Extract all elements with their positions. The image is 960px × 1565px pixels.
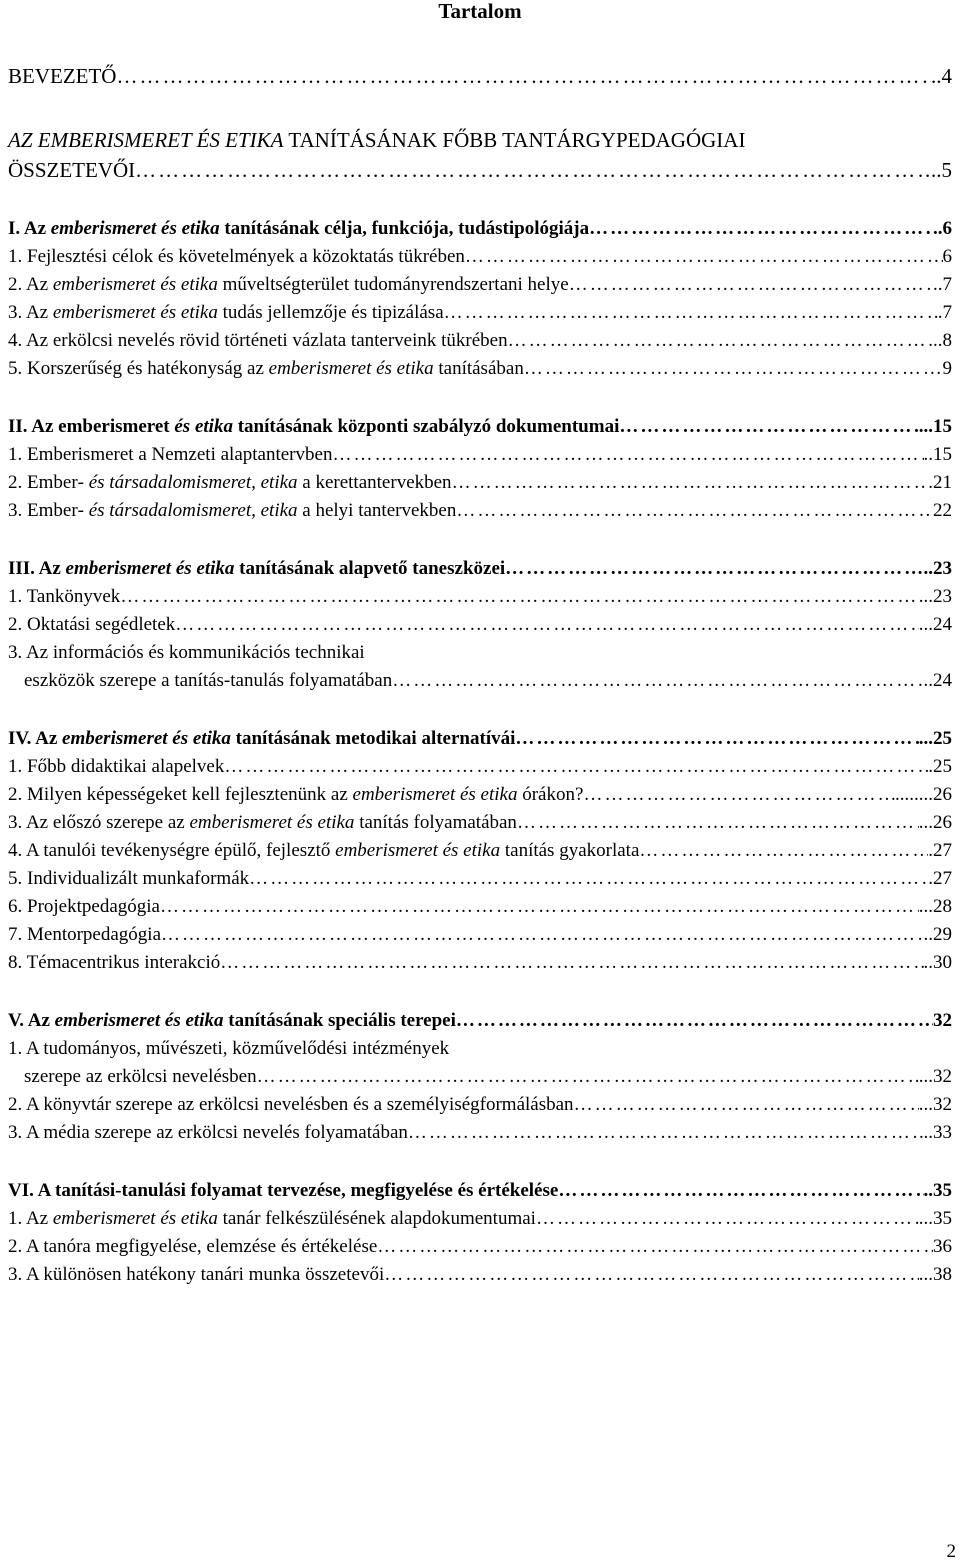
- toc-entry-title: [8, 128, 745, 153]
- dot-leader: [224, 756, 928, 778]
- toc-page-ref: ...35: [918, 1208, 952, 1229]
- toc-title-part: 4. A tanulói tevékenységre épülő, fejlesztő: [8, 840, 336, 861]
- dot-leader: [332, 444, 923, 466]
- toc-title-part: a helyi tantervekben: [297, 500, 457, 521]
- toc-entry: [8, 812, 952, 834]
- toc-page-ref: ...25: [918, 728, 952, 749]
- toc-entry: [8, 642, 952, 664]
- toc-title-part: IV. Az: [8, 728, 63, 749]
- toc-title-part: 5. Korszerűség és hatékonyság az: [8, 358, 269, 379]
- toc-entry: [8, 896, 952, 918]
- dot-leader: [384, 1264, 919, 1286]
- toc-entry-title: [8, 218, 589, 240]
- toc-entry-title: [8, 472, 452, 494]
- dot-leader: [456, 500, 933, 522]
- toc-entry-title: [8, 1236, 377, 1258]
- dot-leader: [249, 868, 933, 890]
- toc-title-part: 1. Fejlesztési célok és követelmények a közoktatás tükrében: [8, 246, 465, 267]
- toc-entry: [8, 358, 952, 380]
- dot-leader: [639, 840, 928, 862]
- toc-entry-title: [8, 952, 220, 974]
- toc-entry-title: [8, 246, 465, 268]
- toc-entry: [8, 1094, 952, 1116]
- toc-title-part: BEVEZETŐ: [8, 64, 117, 88]
- toc-page-ref: 32: [933, 1010, 952, 1031]
- toc-title-part: tanításának célja, funkciója, tudástipológiája: [219, 218, 590, 239]
- toc-title-part: 2. A tanóra megfigyelése, elemzése és értékelése: [8, 1236, 378, 1257]
- toc-title-part: emberismeret és etika: [352, 784, 518, 805]
- toc-title-part: órákon?: [517, 784, 584, 805]
- toc-title-part: 1. Emberismeret a Nemzeti alaptantervben: [8, 444, 333, 465]
- toc-title-part: 1. Főbb didaktikai alapelvek: [8, 756, 225, 777]
- toc-entry: [8, 586, 952, 608]
- toc-entry: [8, 64, 952, 89]
- toc-title-part: emberismeret és etika: [268, 358, 434, 379]
- toc-title-part: V. Az: [8, 1010, 55, 1031]
- toc-section-heading: [8, 558, 952, 580]
- dot-leader: [508, 330, 929, 352]
- toc-page-ref: ...24: [918, 614, 952, 635]
- dot-leader: [569, 274, 933, 296]
- toc-page-ref: ..23: [923, 558, 952, 579]
- toc-entry-title: [8, 1066, 257, 1088]
- toc-title-part: III. Az: [8, 558, 66, 579]
- toc-title-part: tudás jellemzője és tipizálása: [217, 302, 444, 323]
- toc-entry: [8, 614, 952, 636]
- dot-leader: [536, 1208, 919, 1230]
- dot-leader: [160, 896, 919, 918]
- toc-title-part: emberismeret és etika: [50, 218, 220, 239]
- toc-title-part: és etika: [174, 416, 233, 437]
- toc-page-ref: ...32: [918, 1066, 952, 1087]
- toc-page-ref: ...26: [918, 812, 952, 833]
- toc-entry: [8, 472, 952, 494]
- toc-entry-title: [8, 896, 160, 918]
- toc-entry-title: [8, 840, 639, 862]
- toc-title-part: 3. Az információs és kommunikációs technikai: [8, 642, 365, 663]
- dot-leader: [574, 1094, 919, 1116]
- dot-leader: [589, 218, 933, 240]
- toc-title-part: II. Az emberismeret: [8, 416, 175, 437]
- toc-title-part: emberismeret és etika: [52, 302, 218, 323]
- toc-title-part: 2. Az: [8, 274, 53, 295]
- toc-page-ref: ...32: [918, 1094, 952, 1115]
- toc-title-part: tanításának központi szabályzó dokumentumai: [232, 416, 620, 437]
- toc-entry-title: [8, 330, 508, 352]
- toc-entry-title: [8, 728, 515, 750]
- toc-title-part: tanár felkészülésének alapdokumentumai: [217, 1208, 536, 1229]
- toc-page-ref: .21: [928, 472, 952, 493]
- toc-title-part: a kerettantervekben: [297, 472, 452, 493]
- toc-title-part: 3. A média szerepe az erkölcsi nevelés folyamatában: [8, 1122, 408, 1143]
- toc-title-part: 2. A könyvtár szerepe az erkölcsi nevelésben és a személyiségformálásban: [8, 1094, 574, 1115]
- toc-entry-title: [8, 586, 120, 608]
- dot-leader: [505, 558, 923, 580]
- toc-entry: [8, 246, 952, 268]
- toc-page-ref: ..33: [923, 1122, 952, 1143]
- dot-leader: [517, 812, 919, 834]
- toc-entry-title: [8, 558, 505, 580]
- toc-page-ref: 27: [933, 868, 952, 889]
- toc-entry: [8, 1066, 952, 1088]
- toc-title-part: 5. Individualizált munkaformák: [8, 868, 250, 889]
- toc-title-part: tanításának metodikai alternatívái: [230, 728, 516, 749]
- dot-leader: [444, 302, 938, 324]
- toc-page-ref: ...23: [918, 586, 952, 607]
- toc-entry-title: [8, 358, 524, 380]
- toc-title-part: 4. Az erkölcsi nevelés rövid történeti vázlata tanterveink tükrében: [8, 330, 508, 351]
- toc-page-ref: 9: [942, 358, 952, 379]
- toc-title-part: emberismeret és etika: [189, 812, 355, 833]
- toc-page-ref: .7: [937, 302, 952, 323]
- dot-leader: [515, 728, 918, 750]
- toc-title-part: emberismeret és etika: [52, 274, 218, 295]
- toc-title-part: AZ EMBERISMERET ÉS ETIKA: [8, 128, 284, 152]
- dot-leader: [175, 614, 918, 636]
- toc-entry-title: [8, 416, 619, 438]
- toc-page-ref: 36: [933, 1236, 952, 1257]
- toc-title-part: tanításában: [433, 358, 524, 379]
- toc-title-part: TANÍTÁSÁNAK FŐBB TANTÁRGYPEDAGÓGIAI: [283, 128, 746, 152]
- toc-entry-title: [8, 1122, 408, 1144]
- toc-title-part: 2. Oktatási segédletek: [8, 614, 176, 635]
- toc-page-ref: ...15: [918, 416, 952, 437]
- toc-entry: [8, 924, 952, 946]
- toc-entry: [8, 784, 952, 806]
- dot-leader: [619, 416, 918, 438]
- toc-entry: [8, 158, 952, 183]
- toc-page-ref: ..6: [933, 218, 952, 239]
- toc-page-ref: ..15: [923, 444, 952, 465]
- dot-leader: [161, 924, 923, 946]
- toc-title-part: emberismeret és etika: [335, 840, 501, 861]
- toc-title-part: 7. Mentorpedagógia: [8, 924, 162, 945]
- dot-leader: [452, 472, 929, 494]
- page-number: 2: [946, 1541, 956, 1562]
- toc-title-part: emberismeret és etika: [62, 728, 231, 749]
- toc-page-ref: 22: [933, 500, 952, 521]
- toc-entry-title: [8, 1094, 574, 1116]
- toc-page-ref: ...38: [918, 1264, 952, 1285]
- toc-section-heading: [8, 1010, 952, 1032]
- dot-leader: [392, 670, 923, 692]
- toc-title-part: 3. A különösen hatékony tanári munka összetevői: [8, 1264, 385, 1285]
- toc-entry: [8, 1236, 952, 1258]
- toc-entry: [8, 500, 952, 522]
- toc-title-part: tanítás gyakorlata: [500, 840, 640, 861]
- toc-entry-title: [8, 756, 224, 778]
- toc-title-part: VI. A tanítási-tanulási folyamat tervezése, megfigyelése és értékelése: [8, 1180, 559, 1201]
- toc-title-part: 2. Milyen képességeket kell fejlesztenünk az: [8, 784, 353, 805]
- toc-page-ref: .25: [928, 756, 952, 777]
- toc-entry-title: [8, 784, 583, 806]
- toc-page-ref: ..30: [923, 952, 952, 973]
- toc-title-part: műveltségterület tudományrendszertani helye: [217, 274, 569, 295]
- toc-title-part: tanítás folyamatában: [354, 812, 517, 833]
- toc-title-part: - és társadalomismeret, etika: [77, 472, 298, 493]
- toc-entry-title: [8, 1038, 449, 1060]
- toc-entry: [8, 330, 952, 352]
- toc-entry-title: [8, 500, 456, 522]
- toc-entry-title: [8, 812, 517, 834]
- toc-title-part: 6. Projektpedagógia: [8, 896, 160, 917]
- dot-leader: [583, 784, 895, 806]
- dot-leader: [408, 1122, 924, 1144]
- toc-entry-title: [8, 670, 392, 692]
- toc-title-part: emberismeret és etika: [65, 558, 235, 579]
- toc-entry-title: [8, 868, 249, 890]
- toc-entry: [8, 1264, 952, 1286]
- dot-leader: [120, 586, 918, 608]
- toc-title-part: 2. Ember: [8, 472, 78, 493]
- toc-entry: [8, 840, 952, 862]
- dot-leader: [558, 1180, 923, 1202]
- toc-section-heading: [8, 728, 952, 750]
- toc-title-part: 3. Ember: [8, 500, 78, 521]
- toc-title-part: 1. A tudományos, művészeti, közművelődési intézmények: [8, 1038, 450, 1059]
- dot-leader: [220, 952, 923, 974]
- toc-page-ref: ..24: [923, 670, 952, 691]
- toc-entry: [8, 302, 952, 324]
- toc-entry: [8, 274, 952, 296]
- toc-title-part: szerepe az erkölcsi nevelésben: [24, 1066, 257, 1087]
- toc-entry: [8, 952, 952, 974]
- toc-entry: [8, 1208, 952, 1230]
- toc-entry-title: [8, 1208, 536, 1230]
- toc-section-heading: [8, 218, 952, 240]
- toc-entry-title: [8, 1264, 384, 1286]
- dot-leader: [524, 358, 943, 380]
- toc-title-part: tanításának alapvető taneszközei: [234, 558, 506, 579]
- toc-title-part: ÖSSZETEVŐI: [8, 158, 136, 182]
- page-title: Tartalom: [438, 0, 522, 23]
- toc-entry-title: [8, 158, 135, 183]
- toc-page-ref: ..35: [923, 1180, 952, 1201]
- toc-title-part: I. Az: [8, 218, 51, 239]
- toc-title-part: 3. Az: [8, 302, 53, 323]
- toc-page-ref: ........26: [895, 784, 952, 805]
- toc-entry-title: [8, 924, 161, 946]
- toc-title-part: emberismeret és etika: [54, 1010, 224, 1031]
- toc-entry-title: [8, 642, 365, 664]
- dot-leader: [377, 1236, 933, 1258]
- toc-title-part: 1. Az: [8, 1208, 53, 1229]
- dot-leader: [116, 64, 931, 89]
- toc-entry: [8, 756, 952, 778]
- toc-section-heading: [8, 416, 952, 438]
- toc-entry-title: [8, 274, 569, 296]
- toc-title-part: 8. Témacentrikus interakció: [8, 952, 221, 973]
- toc-entry: [8, 444, 952, 466]
- toc-page-ref: ..4: [931, 64, 952, 88]
- toc-title-part: eszközök szerepe a tanítás-tanulás folyamatában: [24, 670, 393, 691]
- toc-entry-title: [8, 1010, 456, 1032]
- toc-entry: [8, 670, 952, 692]
- dot-leader: [465, 246, 943, 268]
- toc-entry-title: [8, 302, 444, 324]
- toc-entry: [8, 128, 952, 153]
- toc-entry: [8, 868, 952, 890]
- toc-page-ref: .27: [928, 840, 952, 861]
- toc-section-heading: [8, 1180, 952, 1202]
- toc-entry: [8, 1038, 952, 1060]
- toc-title-part: - és társadalomismeret, etika: [77, 500, 298, 521]
- dot-leader: [135, 158, 931, 183]
- toc-page-ref: ...8: [928, 330, 952, 351]
- toc-title-part: emberismeret és etika: [52, 1208, 218, 1229]
- toc-page-ref: ..29: [923, 924, 952, 945]
- toc-entry-title: [8, 614, 175, 636]
- toc-page-ref: ..5: [931, 158, 952, 182]
- toc-entry-title: [8, 444, 332, 466]
- toc-page-ref: 6: [942, 246, 952, 267]
- dot-leader: [257, 1066, 919, 1088]
- toc-page-ref: ..7: [933, 274, 952, 295]
- toc-page-ref: ...28: [918, 896, 952, 917]
- toc-title-part: tanításának speciális terepei: [223, 1010, 456, 1031]
- toc-title-part: 1. Tankönyvek: [8, 586, 121, 607]
- toc-title-part: 3. Az előszó szerepe az: [8, 812, 190, 833]
- dot-leader: [456, 1010, 933, 1032]
- toc-entry: [8, 1122, 952, 1144]
- toc-entry-title: [8, 64, 116, 89]
- toc-entry-title: [8, 1180, 558, 1202]
